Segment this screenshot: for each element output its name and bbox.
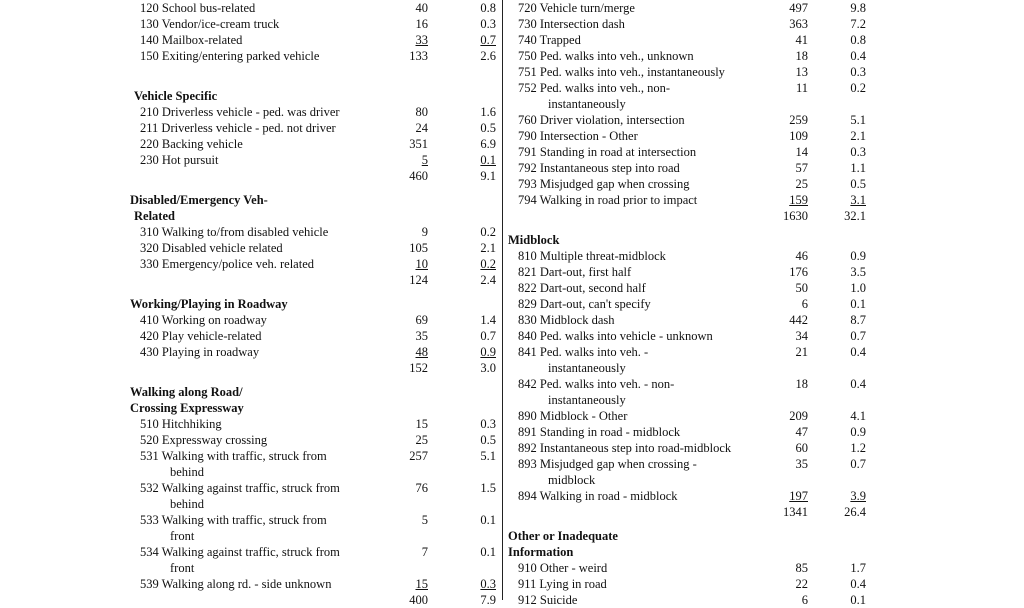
- table-row: [508, 128, 878, 144]
- percent-value: 0.5: [480, 121, 496, 135]
- row-label: instantaneously: [548, 97, 626, 111]
- row-label: behind: [170, 497, 205, 511]
- subtotal-percent: 32.1: [844, 209, 866, 223]
- count-value: 442: [789, 313, 808, 327]
- count-value: 9: [421, 225, 428, 239]
- row-label: 310 Walking to/from disabled vehicle: [140, 225, 329, 239]
- percent-value: 0.4: [850, 377, 866, 391]
- table-row: [508, 32, 878, 48]
- row-label: 531 Walking with traffic, struck from: [140, 449, 327, 463]
- percent-value: 1.0: [850, 281, 866, 295]
- percent-value: 0.8: [480, 1, 496, 15]
- section-title: Midblock: [508, 233, 560, 247]
- count-value: 41: [795, 33, 808, 47]
- percent-value: 0.8: [850, 33, 866, 47]
- table-row: [508, 192, 878, 208]
- subtotal-percent: 26.4: [844, 505, 866, 519]
- count-value: 13: [795, 65, 808, 79]
- row-label: 140 Mailbox-related: [140, 33, 243, 47]
- percent-value: 0.1: [480, 545, 496, 559]
- percent-value: 0.4: [850, 49, 866, 63]
- row-label: 532 Walking against traffic, struck from: [140, 481, 340, 495]
- table-row: [508, 440, 878, 456]
- percent-value: 0.3: [480, 417, 496, 431]
- count-value: 10: [415, 257, 428, 271]
- section-header: [130, 208, 490, 224]
- table-row: [508, 264, 878, 280]
- table-row: [508, 16, 878, 32]
- percent-value: 3.1: [850, 193, 866, 207]
- section-title: Working/Playing in Roadway: [130, 297, 288, 311]
- count-value: 351: [409, 137, 428, 151]
- table-row: [508, 488, 878, 504]
- row-label: 821 Dart-out, first half: [518, 265, 632, 279]
- row-label: 211 Driverless vehicle - ped. not driver: [140, 121, 336, 135]
- table-row: [508, 312, 878, 328]
- table-row: [508, 592, 878, 608]
- row-label: behind: [170, 465, 205, 479]
- row-label: 420 Play vehicle-related: [140, 329, 262, 343]
- row-label: 792 Instantaneous step into road: [518, 161, 680, 175]
- table-row: [130, 224, 496, 240]
- row-label: 750 Ped. walks into veh., unknown: [518, 49, 694, 63]
- count-value: 6: [801, 593, 808, 607]
- subtotal-percent: 7.9: [480, 593, 496, 607]
- section-header: [130, 296, 490, 312]
- row-label: 829 Dart-out, can't specify: [518, 297, 651, 311]
- table-row: [130, 344, 496, 360]
- subtotal-count: 152: [409, 361, 428, 375]
- percent-value: 5.1: [850, 113, 866, 127]
- table-row: [130, 512, 496, 528]
- percent-value: 1.5: [480, 481, 496, 495]
- count-value: 497: [789, 1, 808, 15]
- percent-value: 9.8: [850, 1, 866, 15]
- percent-value: 3.5: [850, 265, 866, 279]
- percent-value: 8.7: [850, 313, 866, 327]
- percent-value: 0.7: [850, 457, 866, 471]
- percent-value: 6.9: [480, 137, 496, 151]
- section-title: Related: [134, 209, 175, 223]
- count-value: 35: [795, 457, 808, 471]
- row-label: 150 Exiting/entering parked vehicle: [140, 49, 320, 63]
- row-label: 793 Misjudged gap when crossing: [518, 177, 690, 191]
- table-row-continuation: [130, 496, 490, 512]
- row-label: 539 Walking along rd. - side unknown: [140, 577, 332, 591]
- row-label: instantaneously: [548, 361, 626, 375]
- table-row-continuation: [130, 528, 490, 544]
- spacer: [130, 64, 490, 80]
- table-row: [508, 408, 878, 424]
- table-row: [130, 32, 496, 48]
- percent-value: 0.7: [480, 33, 496, 47]
- row-label: 220 Backing vehicle: [140, 137, 243, 151]
- spacer: [508, 520, 878, 528]
- row-label: 912 Suicide: [518, 593, 578, 607]
- table-row: [508, 344, 878, 360]
- section-title: Vehicle Specific: [134, 89, 218, 103]
- percent-value: 0.7: [850, 329, 866, 343]
- percent-value: 1.1: [850, 161, 866, 175]
- percent-value: 0.9: [850, 425, 866, 439]
- section-title: Other or Inadequate: [508, 529, 618, 543]
- row-label: 830 Midblock dash: [518, 313, 615, 327]
- table-row: [508, 248, 878, 264]
- row-label: midblock: [548, 473, 596, 487]
- subtotal-row: [130, 272, 496, 288]
- percent-value: 0.5: [850, 177, 866, 191]
- section-header: [130, 192, 490, 208]
- percent-value: 0.3: [850, 65, 866, 79]
- subtotal-count: 400: [409, 593, 428, 607]
- row-label: 130 Vendor/ice-cream truck: [140, 17, 280, 31]
- section-header: [508, 528, 878, 544]
- row-label: 752 Ped. walks into veh., non-: [518, 81, 671, 95]
- table-row: [508, 328, 878, 344]
- table-row: [130, 576, 496, 592]
- table-row: [130, 16, 496, 32]
- row-label: 890 Midblock - Other: [518, 409, 628, 423]
- table-row: [130, 312, 496, 328]
- spacer: [130, 376, 490, 384]
- row-label: 210 Driverless vehicle - ped. was driver: [140, 105, 340, 119]
- table-row-continuation: [508, 472, 878, 488]
- count-value: 257: [409, 449, 428, 463]
- percent-value: 0.5: [480, 433, 496, 447]
- percent-value: 0.1: [480, 513, 496, 527]
- row-label: 740 Trapped: [518, 33, 581, 47]
- count-value: 18: [795, 49, 808, 63]
- row-label: 810 Multiple threat-midblock: [518, 249, 666, 263]
- column-divider: [502, 0, 503, 600]
- table-row: [508, 456, 878, 472]
- section-header: [130, 88, 490, 104]
- count-value: 48: [415, 345, 428, 359]
- count-value: 5: [421, 153, 428, 167]
- table-row: [130, 120, 496, 136]
- count-value: 159: [789, 193, 808, 207]
- count-value: 85: [795, 561, 808, 575]
- count-value: 35: [415, 329, 428, 343]
- table-row: [508, 160, 878, 176]
- spacer: [130, 80, 490, 88]
- row-label: 790 Intersection - Other: [518, 129, 638, 143]
- count-value: 33: [415, 33, 428, 47]
- count-value: 46: [795, 249, 808, 263]
- row-label: 230 Hot pursuit: [140, 153, 219, 167]
- table-row: [130, 328, 496, 344]
- subtotal-count: 460: [409, 169, 428, 183]
- row-label: 910 Other - weird: [518, 561, 608, 575]
- count-value: 7: [421, 545, 428, 559]
- section-title: Walking along Road/: [130, 385, 243, 399]
- row-label: 760 Driver violation, intersection: [518, 113, 685, 127]
- count-value: 47: [795, 425, 808, 439]
- count-value: 60: [795, 441, 808, 455]
- percent-value: 0.9: [480, 345, 496, 359]
- count-value: 69: [415, 313, 428, 327]
- section-title: Information: [508, 545, 574, 559]
- count-value: 259: [789, 113, 808, 127]
- percent-value: 0.2: [480, 257, 496, 271]
- row-label: 720 Vehicle turn/merge: [518, 1, 635, 15]
- section-title: Crossing Expressway: [130, 401, 244, 415]
- count-value: 18: [795, 377, 808, 391]
- table-row: [130, 136, 496, 152]
- percent-value: 0.4: [850, 345, 866, 359]
- row-label: 794 Walking in road prior to impact: [518, 193, 698, 207]
- section-header: [130, 384, 490, 400]
- row-label: 534 Walking against traffic, struck from: [140, 545, 340, 559]
- percent-value: 1.6: [480, 105, 496, 119]
- percent-value: 4.1: [850, 409, 866, 423]
- row-label: front: [170, 561, 195, 575]
- row-label: 840 Ped. walks into vehicle - unknown: [518, 329, 713, 343]
- row-label: 730 Intersection dash: [518, 17, 625, 31]
- count-value: 25: [415, 433, 428, 447]
- row-label: 894 Walking in road - midblock: [518, 489, 678, 503]
- table-row: [508, 48, 878, 64]
- section-header: [508, 544, 878, 560]
- table-row-continuation: [130, 464, 490, 480]
- count-value: 15: [415, 577, 428, 591]
- row-label: 842 Ped. walks into veh. - non-: [518, 377, 675, 391]
- percent-value: 1.2: [850, 441, 866, 455]
- subtotal-count: 124: [409, 273, 428, 287]
- percent-value: 0.7: [480, 329, 496, 343]
- table-row: [130, 48, 496, 64]
- count-value: 50: [795, 281, 808, 295]
- count-value: 11: [795, 81, 808, 95]
- count-value: 109: [789, 129, 808, 143]
- table-row: [508, 0, 878, 16]
- table-row-continuation: [508, 360, 878, 376]
- percent-value: 0.1: [850, 297, 866, 311]
- table-row: [508, 280, 878, 296]
- percent-value: 0.1: [850, 593, 866, 607]
- count-value: 15: [415, 417, 428, 431]
- subtotal-percent: 9.1: [480, 169, 496, 183]
- table-row: [130, 104, 496, 120]
- table-row: [508, 112, 878, 128]
- subtotal-row: [130, 360, 496, 376]
- percent-value: 1.4: [480, 313, 496, 327]
- section-title: Disabled/Emergency Veh-: [130, 193, 268, 207]
- percent-value: 0.9: [850, 249, 866, 263]
- row-label: 330 Emergency/police veh. related: [140, 257, 315, 271]
- table-row: [130, 240, 496, 256]
- percent-value: 2.1: [850, 129, 866, 143]
- count-value: 57: [795, 161, 808, 175]
- row-label: 841 Ped. walks into veh. -: [518, 345, 649, 359]
- subtotal-percent: 2.4: [480, 273, 496, 287]
- row-label: 430 Playing in roadway: [140, 345, 260, 359]
- percent-value: 0.2: [480, 225, 496, 239]
- percent-value: 0.4: [850, 577, 866, 591]
- table-row: [508, 80, 878, 96]
- subtotal-row: [508, 208, 878, 224]
- table-row: [508, 560, 878, 576]
- subtotal-row: [130, 168, 496, 184]
- row-label: 893 Misjudged gap when crossing -: [518, 457, 697, 471]
- count-value: 105: [409, 241, 428, 255]
- count-value: 176: [789, 265, 808, 279]
- table-row: [130, 256, 496, 272]
- row-label: 891 Standing in road - midblock: [518, 425, 681, 439]
- percent-value: 3.9: [850, 489, 866, 503]
- table-row: [130, 480, 496, 496]
- percent-value: 0.3: [480, 577, 496, 591]
- count-value: 14: [795, 145, 808, 159]
- left-column: [130, 0, 496, 608]
- table-row-continuation: [508, 96, 878, 112]
- count-value: 197: [789, 489, 808, 503]
- row-label: 120 School bus-related: [140, 1, 256, 15]
- count-value: 25: [795, 177, 808, 191]
- table-row-continuation: [508, 392, 878, 408]
- row-label: 533 Walking with traffic, struck from: [140, 513, 327, 527]
- table-row-continuation: [130, 560, 490, 576]
- row-label: 510 Hitchhiking: [140, 417, 222, 431]
- section-header: [508, 232, 878, 248]
- row-label: instantaneously: [548, 393, 626, 407]
- table-row: [508, 64, 878, 80]
- row-label: 751 Ped. walks into veh., instantaneously: [518, 65, 725, 79]
- count-value: 21: [795, 345, 808, 359]
- percent-value: 0.3: [850, 145, 866, 159]
- count-value: 209: [789, 409, 808, 423]
- table-row: [508, 296, 878, 312]
- subtotal-count: 1630: [783, 209, 808, 223]
- count-value: 5: [421, 513, 428, 527]
- right-column: [508, 0, 878, 608]
- table-row: [508, 576, 878, 592]
- row-label: 320 Disabled vehicle related: [140, 241, 283, 255]
- section-header: [130, 400, 490, 416]
- percent-value: 5.1: [480, 449, 496, 463]
- count-value: 22: [795, 577, 808, 591]
- table-row: [130, 448, 496, 464]
- subtotal-row: [130, 592, 496, 608]
- percent-value: 0.1: [480, 153, 496, 167]
- row-label: 791 Standing in road at intersection: [518, 145, 697, 159]
- count-value: 133: [409, 49, 428, 63]
- percent-value: 1.7: [850, 561, 866, 575]
- count-value: 16: [415, 17, 428, 31]
- table-row: [130, 432, 496, 448]
- table-row: [130, 416, 496, 432]
- spacer: [130, 184, 490, 192]
- count-value: 76: [415, 481, 428, 495]
- subtotal-row: [508, 504, 878, 520]
- subtotal-count: 1341: [783, 505, 808, 519]
- count-value: 363: [789, 17, 808, 31]
- row-label: 911 Lying in road: [518, 577, 607, 591]
- table-row: [508, 424, 878, 440]
- table-row: [130, 544, 496, 560]
- row-label: 410 Working on roadway: [140, 313, 267, 327]
- count-value: 40: [415, 1, 428, 15]
- percent-value: 0.2: [850, 81, 866, 95]
- row-label: 520 Expressway crossing: [140, 433, 268, 447]
- percent-value: 7.2: [850, 17, 866, 31]
- count-value: 80: [415, 105, 428, 119]
- count-value: 6: [801, 297, 808, 311]
- row-label: 822 Dart-out, second half: [518, 281, 646, 295]
- spacer: [130, 288, 490, 296]
- table-row: [508, 176, 878, 192]
- row-label: front: [170, 529, 195, 543]
- percent-value: 2.6: [480, 49, 496, 63]
- subtotal-percent: 3.0: [480, 361, 496, 375]
- percent-value: 2.1: [480, 241, 496, 255]
- table-row: [130, 0, 496, 16]
- table-row: [508, 144, 878, 160]
- table-row: [508, 376, 878, 392]
- percent-value: 0.3: [480, 17, 496, 31]
- spacer: [508, 224, 878, 232]
- row-label: 892 Instantaneous step into road-midblock: [518, 441, 732, 455]
- table-row: [130, 152, 496, 168]
- count-value: 34: [795, 329, 808, 343]
- count-value: 24: [415, 121, 428, 135]
